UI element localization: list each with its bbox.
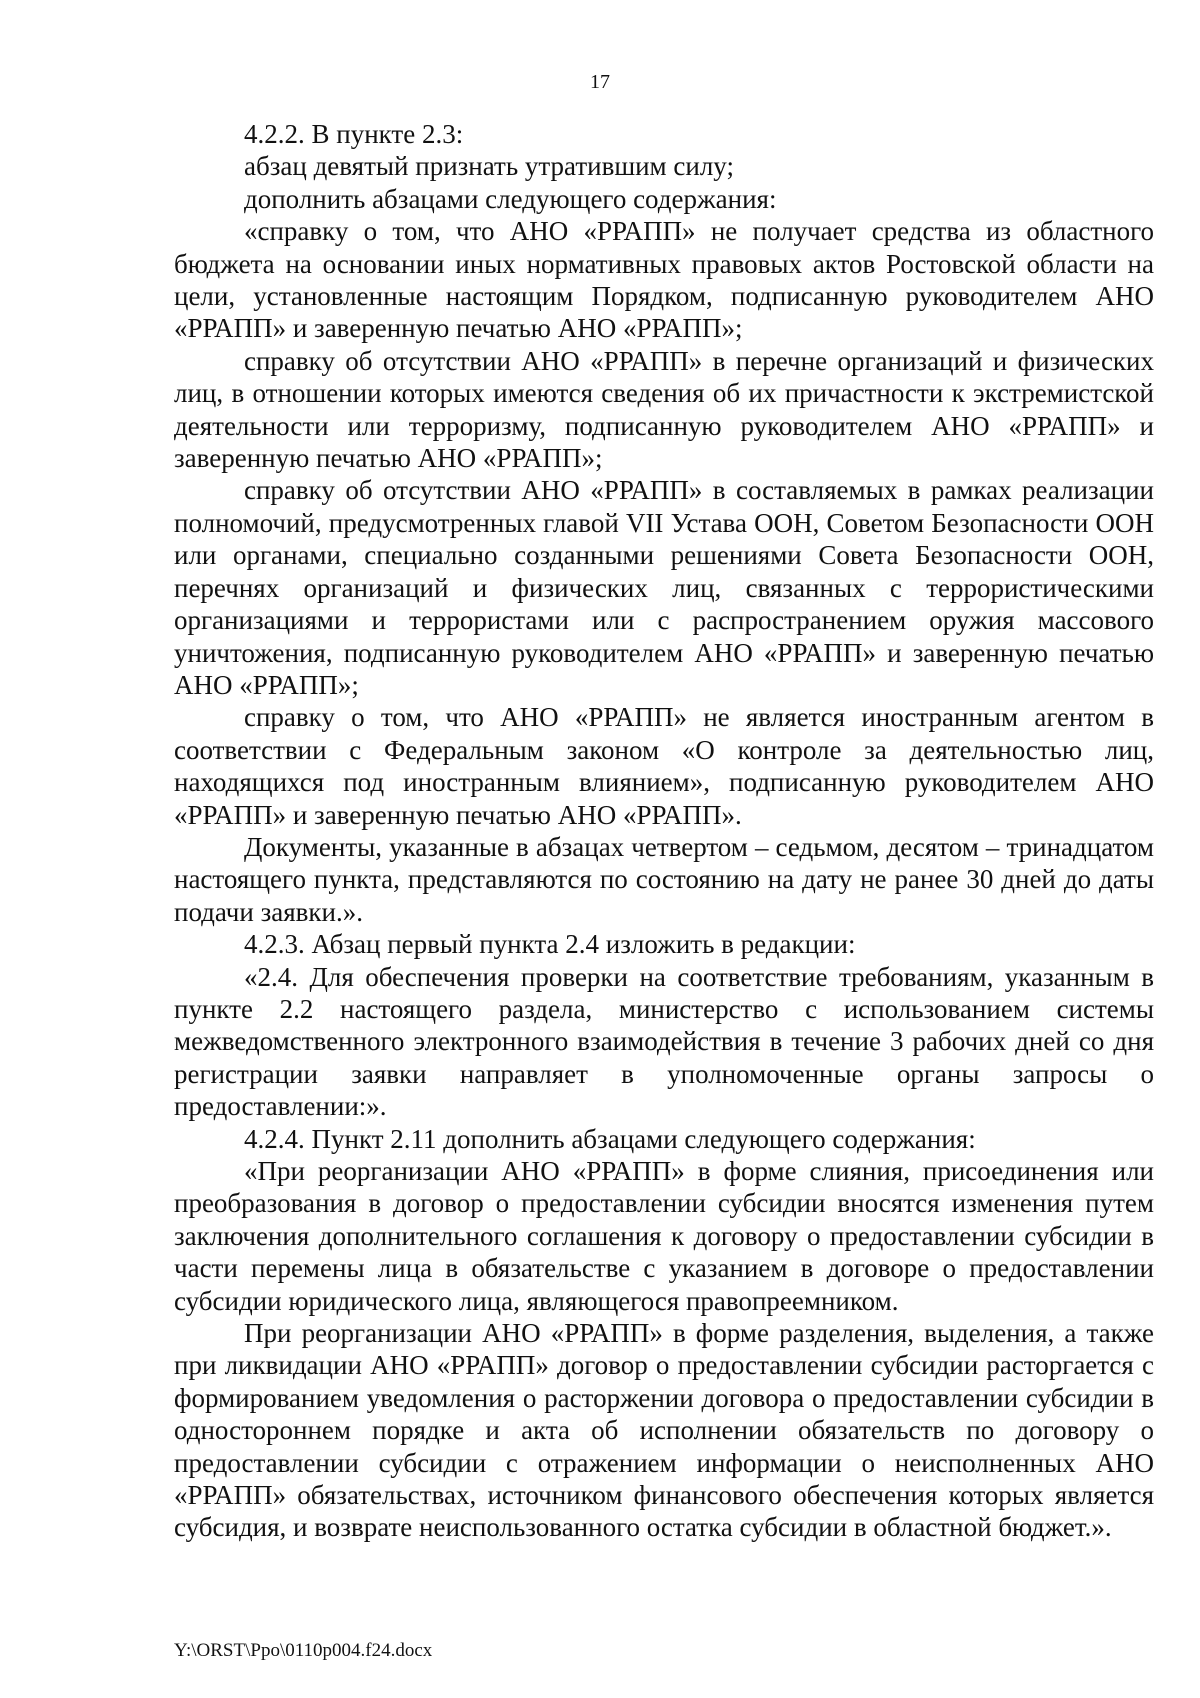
paragraph-2-4-text: «2.4. Для обеспечения проверки на соответствие требованиям, указанным в пункте 2.2 настоящего раздела, министерство с использованием системы межведомственного электронного взаимодействия в течение 3 рабочих дней со дня регистрации заявки направляет в уполномоченные органы запросы о предоставлении:». (174, 961, 1154, 1122)
paragraph-certificate-foreign-agent: справку о том, что АНО «РРАПП» не является иностранным агентом в соответствии с Федеральным законом «О контроле за деятельностью лиц, находящихся под иностранным влиянием», подписанную руководителем АНО «РРАПП» и заверенную печатью АНО «РРАПП». (174, 702, 1154, 830)
paragraph-4-2-2-heading: 4.2.2. В пункте 2.3: (244, 119, 464, 149)
document-body (174, 118, 1154, 1544)
paragraph-certificate-budget: «справку о том, что АНО «РРАПП» не получает средства из областного бюджета на основании иных нормативных правовых актов Ростовской области на цели, установленные настоящим Порядком, подписанную руководителем АНО «РРАПП» и заверенную печатью АНО «РРАПП»; (174, 216, 1154, 344)
page-number: 17 (590, 71, 610, 93)
paragraph-reorganization-merger: «При реорганизации АНО «РРАПП» в форме слияния, присоединения или преобразования в договор о предоставлении субсидии вносятся изменения путем заключения дополнительного соглашения к договору о предоставлении субсидии в части перемены лица в обязательстве с указанием в договоре о предоставлении субсидии юридического лица, являющегося правопреемником. (174, 1156, 1154, 1316)
footer-file-path: Y:\ORST\Ppo\0110p004.f24.docx (174, 1640, 433, 1661)
paragraph-reorganization-division: При реорганизации АНО «РРАПП» в форме разделения, выделения, а также при ликвидации АНО «РРАПП» договор о предоставлении субсидии расторгается с формированием уведомления о расторжении договора о предоставлении субсидии в одностороннем порядке и акта об исполнении обязательств по договору о предоставлении субсидии с отражением информации о неисполненных АНО «РРАПП» обязательствах, источником финансового обеспечения которых является субсидия, и возврате неиспользованного остатка субсидии в областной бюджет.». (174, 1318, 1154, 1543)
paragraph-invalidate-ninth: абзац девятый признать утратившим силу; (244, 151, 734, 182)
paragraph-certificate-extremism: справку об отсутствии АНО «РРАПП» в перечне организаций и физических лиц, в отношении которых имеются сведения об их причастности к экстремистской деятельности или терроризму, подписанную руководителем АНО «РРАПП» и заверенную печатью АНО «РРАПП»; (174, 345, 1154, 474)
paragraph-4-2-3-heading: 4.2.3. Абзац первый пункта 2.4 изложить в редакции: (244, 929, 856, 960)
paragraph-supplement-intro: дополнить абзацами следующего содержания: (244, 183, 777, 214)
paragraph-certificate-un-lists: справку об отсутствии АНО «РРАПП» в составляемых в рамках реализации полномочий, предусмотренных главой VII Устава ООН, Советом Безопасности ООН или органами, специально созданными решениями Совета Безопасности ООН, перечнях организаций и физических лиц, связанных с террористическими организациями и террористами или с распространением оружия массового уничтожения, подписанную руководителем АНО «РРАПП» и заверенную печатью АНО «РРАПП»; (174, 475, 1154, 700)
paragraph-documents-validity: Документы, указанные в абзацах четвертом – седьмом, десятом – тринадцатом настоящего пункта, представляются по состоянию на дату не ранее 30 дней до даты подачи заявки.». (174, 831, 1154, 927)
paragraph-4-2-4-heading: 4.2.4. Пункт 2.11 дополнить абзацами следующего содержания: (244, 1123, 976, 1154)
